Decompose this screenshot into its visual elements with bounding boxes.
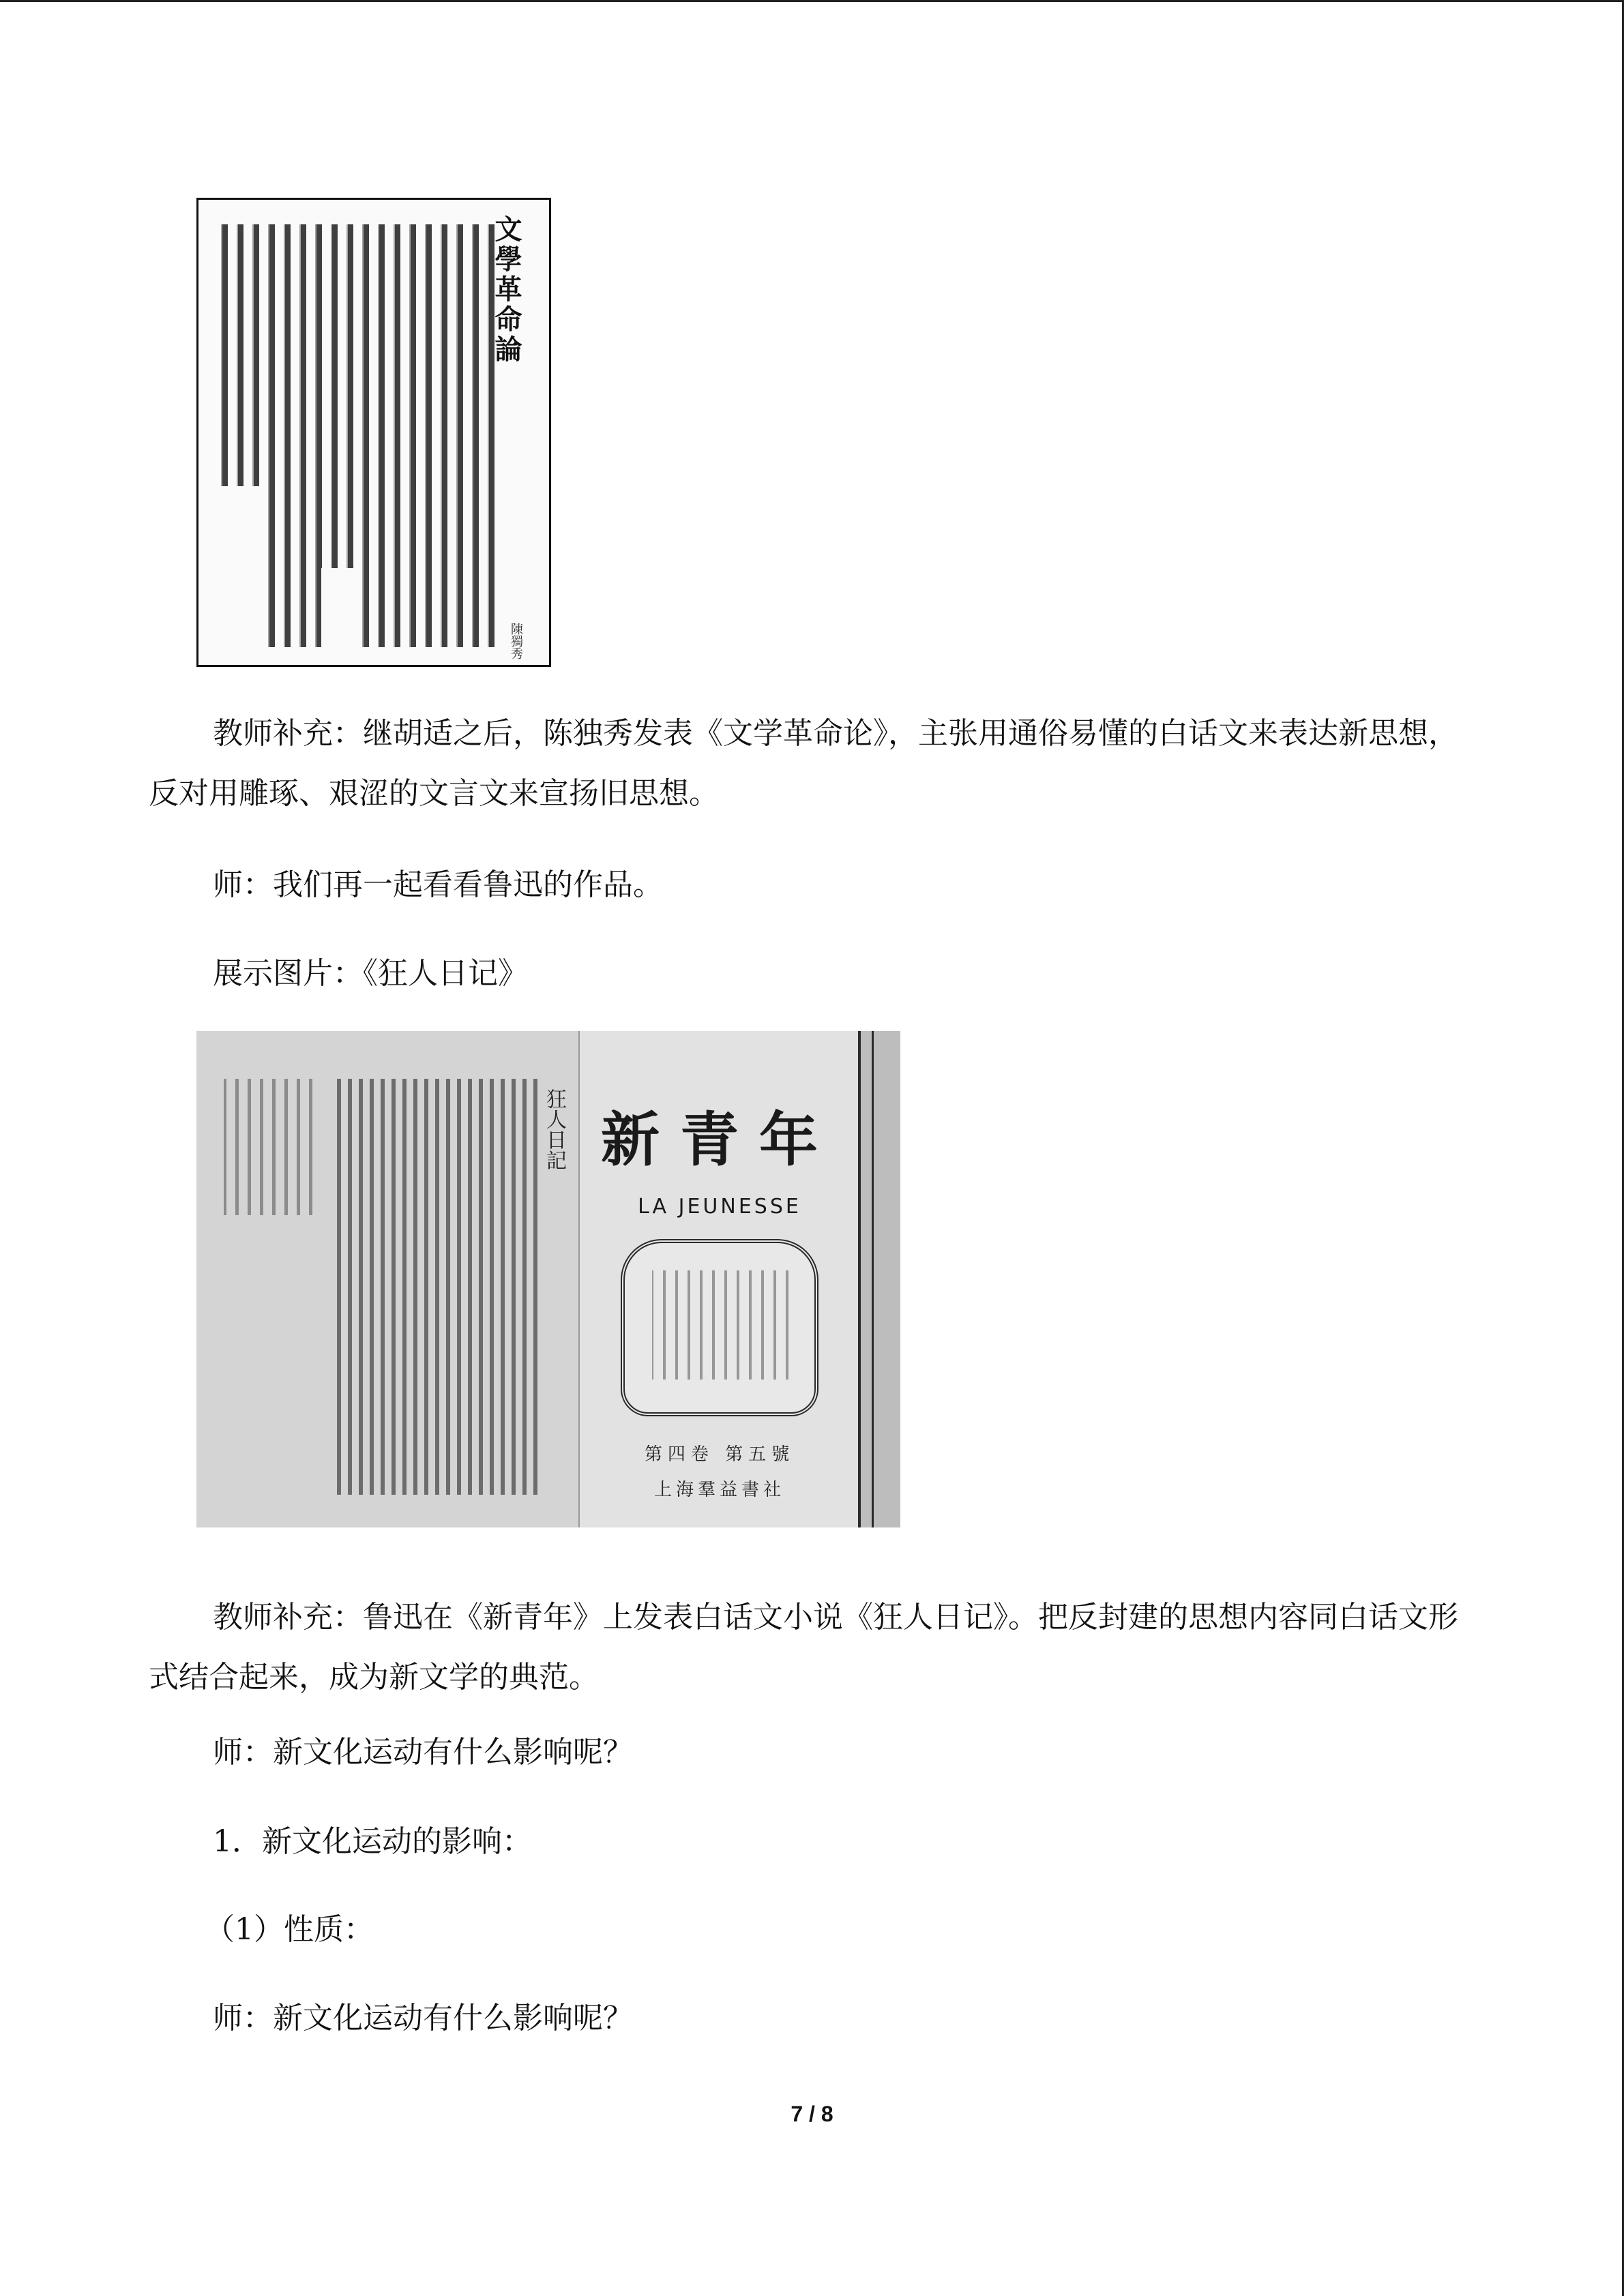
paragraph-lu-xun-intro: 师：我们再一起看看鲁迅的作品。: [213, 867, 663, 902]
page-number: 7 / 8: [791, 2102, 833, 2126]
diary-title: 狂人日記: [537, 1086, 570, 1173]
paragraph-chen-duxiu: 教师补充：继胡适之后，陈独秀发表《文学革命论》，主张用通俗易懂的白话文来表达新思想，反对用雕琢、艰涩的文言文来宣扬旧思想。: [149, 716, 1458, 811]
figure1-title: 文學革命論: [490, 215, 522, 365]
figure-xin-qingnian: [196, 1031, 900, 1527]
paragraph-show-image: 展示图片：《狂人日记》: [213, 956, 528, 991]
cover-subtitle: LA JEUNESSE: [638, 1195, 801, 1219]
cover-publisher: 上海羣益書社: [653, 1480, 785, 1500]
top-border: [0, 0, 1624, 2]
cover-issue: 第四卷 第五號: [644, 1444, 795, 1465]
paragraph-question-1: 师：新文化运动有什么影响呢？: [213, 1735, 633, 1770]
cover-title: 新青年: [601, 1105, 838, 1174]
figure1-author: 陳獨秀: [509, 623, 523, 659]
magazine-cover: [578, 1031, 859, 1527]
paragraph-kuangren-riji: 教师补充：鲁迅在《新青年》上发表白话文小说《狂人日记》。把反封建的思想内容同白话文形式结合起来，成为新文学的典范。: [149, 1600, 1458, 1695]
diary-page: [196, 1031, 578, 1527]
subheading-nature: （1）性质：: [205, 1912, 374, 1947]
figure-wenxue-geming-lun: [196, 198, 551, 667]
heading-influence: 1．新文化运动的影响：: [213, 1824, 532, 1859]
paragraph-question-2: 师：新文化运动有什么影响呢？: [213, 2001, 633, 2036]
book-spine: [858, 1031, 900, 1527]
cover-frame: [621, 1239, 818, 1416]
